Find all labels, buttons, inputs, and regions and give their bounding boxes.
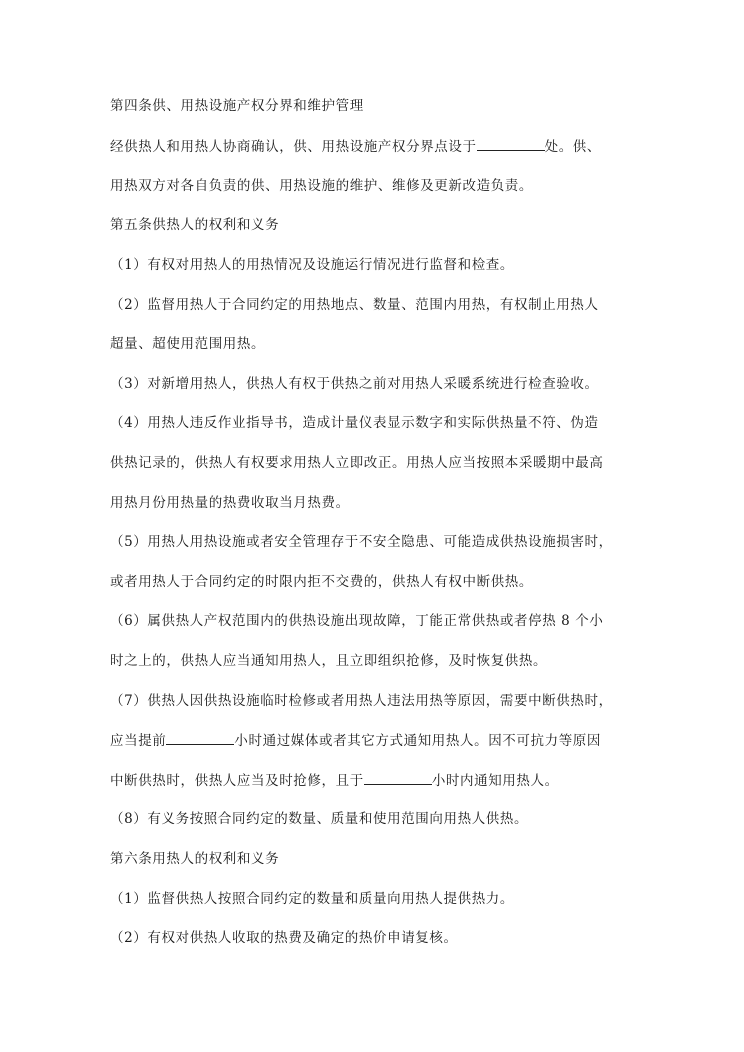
- advance-notice-text-a: 应当提前: [110, 733, 167, 749]
- article-5-item-4-line-1: （4）用热人违反作业指导书，造成计量仪表显示数字和实际供热量不符、伪造: [110, 415, 599, 431]
- article-5-item-8: （8）有义务按照合同约定的数量、质量和使用范围向用热人供热。: [110, 811, 529, 827]
- boundary-point-blank[interactable]: [477, 137, 545, 151]
- article-5-title: 第五条供热人的权利和义务: [110, 217, 280, 233]
- force-majeure-text-b: 小时内通知用热人。: [431, 773, 559, 789]
- force-majeure-text-a: 中断供热时，供热人应当及时抢修，且于: [110, 773, 364, 789]
- force-majeure-hours-blank[interactable]: [364, 771, 432, 785]
- article-5-item-7-line-2: [110, 731, 601, 750]
- article-4-title: 第四条供、用热设施产权分界和维护管理: [110, 98, 364, 114]
- article-5-item-7-line-1: （7）供热人因供热设施临时检修或者用热人违法用热等原因，需要中断供热时，: [110, 693, 613, 709]
- article-5-item-7-line-3: [110, 771, 559, 790]
- article-5-item-2-line-1: （2）监督用热人于合同约定的用热地点、数量、范围内用热，有权制止用热人: [110, 297, 599, 313]
- article-5-item-6-line-2: 时之上的，供热人应当通知用热人，且立即组织抢修，及时恢复供热。: [110, 653, 548, 669]
- advance-notice-text-b: 小时通过媒体或者其它方式通知用热人。因不可抗力等原因: [234, 733, 602, 749]
- article-6-title: 第六条用热人的权利和义务: [110, 851, 280, 867]
- article-5-item-3: （3）对新增用热人，供热人有权于供热之前对用热人采暖系统进行检查验收。: [110, 376, 599, 392]
- article-6-item-2: （2）有权对供热人收取的热费及确定的热价申请复核。: [110, 930, 458, 946]
- advance-notice-hours-blank[interactable]: [166, 731, 234, 745]
- article-4-text-a: 经供热人和用热人协商确认，供、用热设施产权分界点设于: [110, 139, 477, 155]
- article-5-item-1: （1）有权对用热人的用热情况及设施运行情况进行监督和检查。: [110, 257, 514, 273]
- article-6-item-1: （1）监督供热人按照合同约定的数量和质量向用热人提供热力。: [110, 891, 514, 907]
- article-5-item-6-line-1: （6）属供热人产权范围内的供热设施出现故障，丁能正常供热或者停热 8 个小: [110, 613, 604, 629]
- article-5-item-5-line-1: （5）用热人用热设施或者安全管理存于不安全隐患、可能造成供热设施损害时，: [110, 534, 613, 550]
- article-5-item-4-line-2: 供热记录的，供热人有权要求用热人立即改正。用热人应当按照本采暖期中最高: [110, 455, 604, 471]
- article-4-text-b: 处。供、: [544, 139, 602, 155]
- article-5-item-4-line-3: 用热月份用热量的热费收取当月热费。: [110, 495, 350, 511]
- article-4-paragraph-line-1: [110, 137, 601, 156]
- article-5-item-5-line-2: 或者用热人于合同约定的时限内拒不交费的，供热人有权中断供热。: [110, 574, 533, 590]
- article-4-paragraph-line-2: 用热双方对各自负责的供、用热设施的维护、维修及更新改造负责。: [110, 178, 533, 194]
- article-5-item-2-line-2: 超量、超使用范围用热。: [110, 336, 266, 352]
